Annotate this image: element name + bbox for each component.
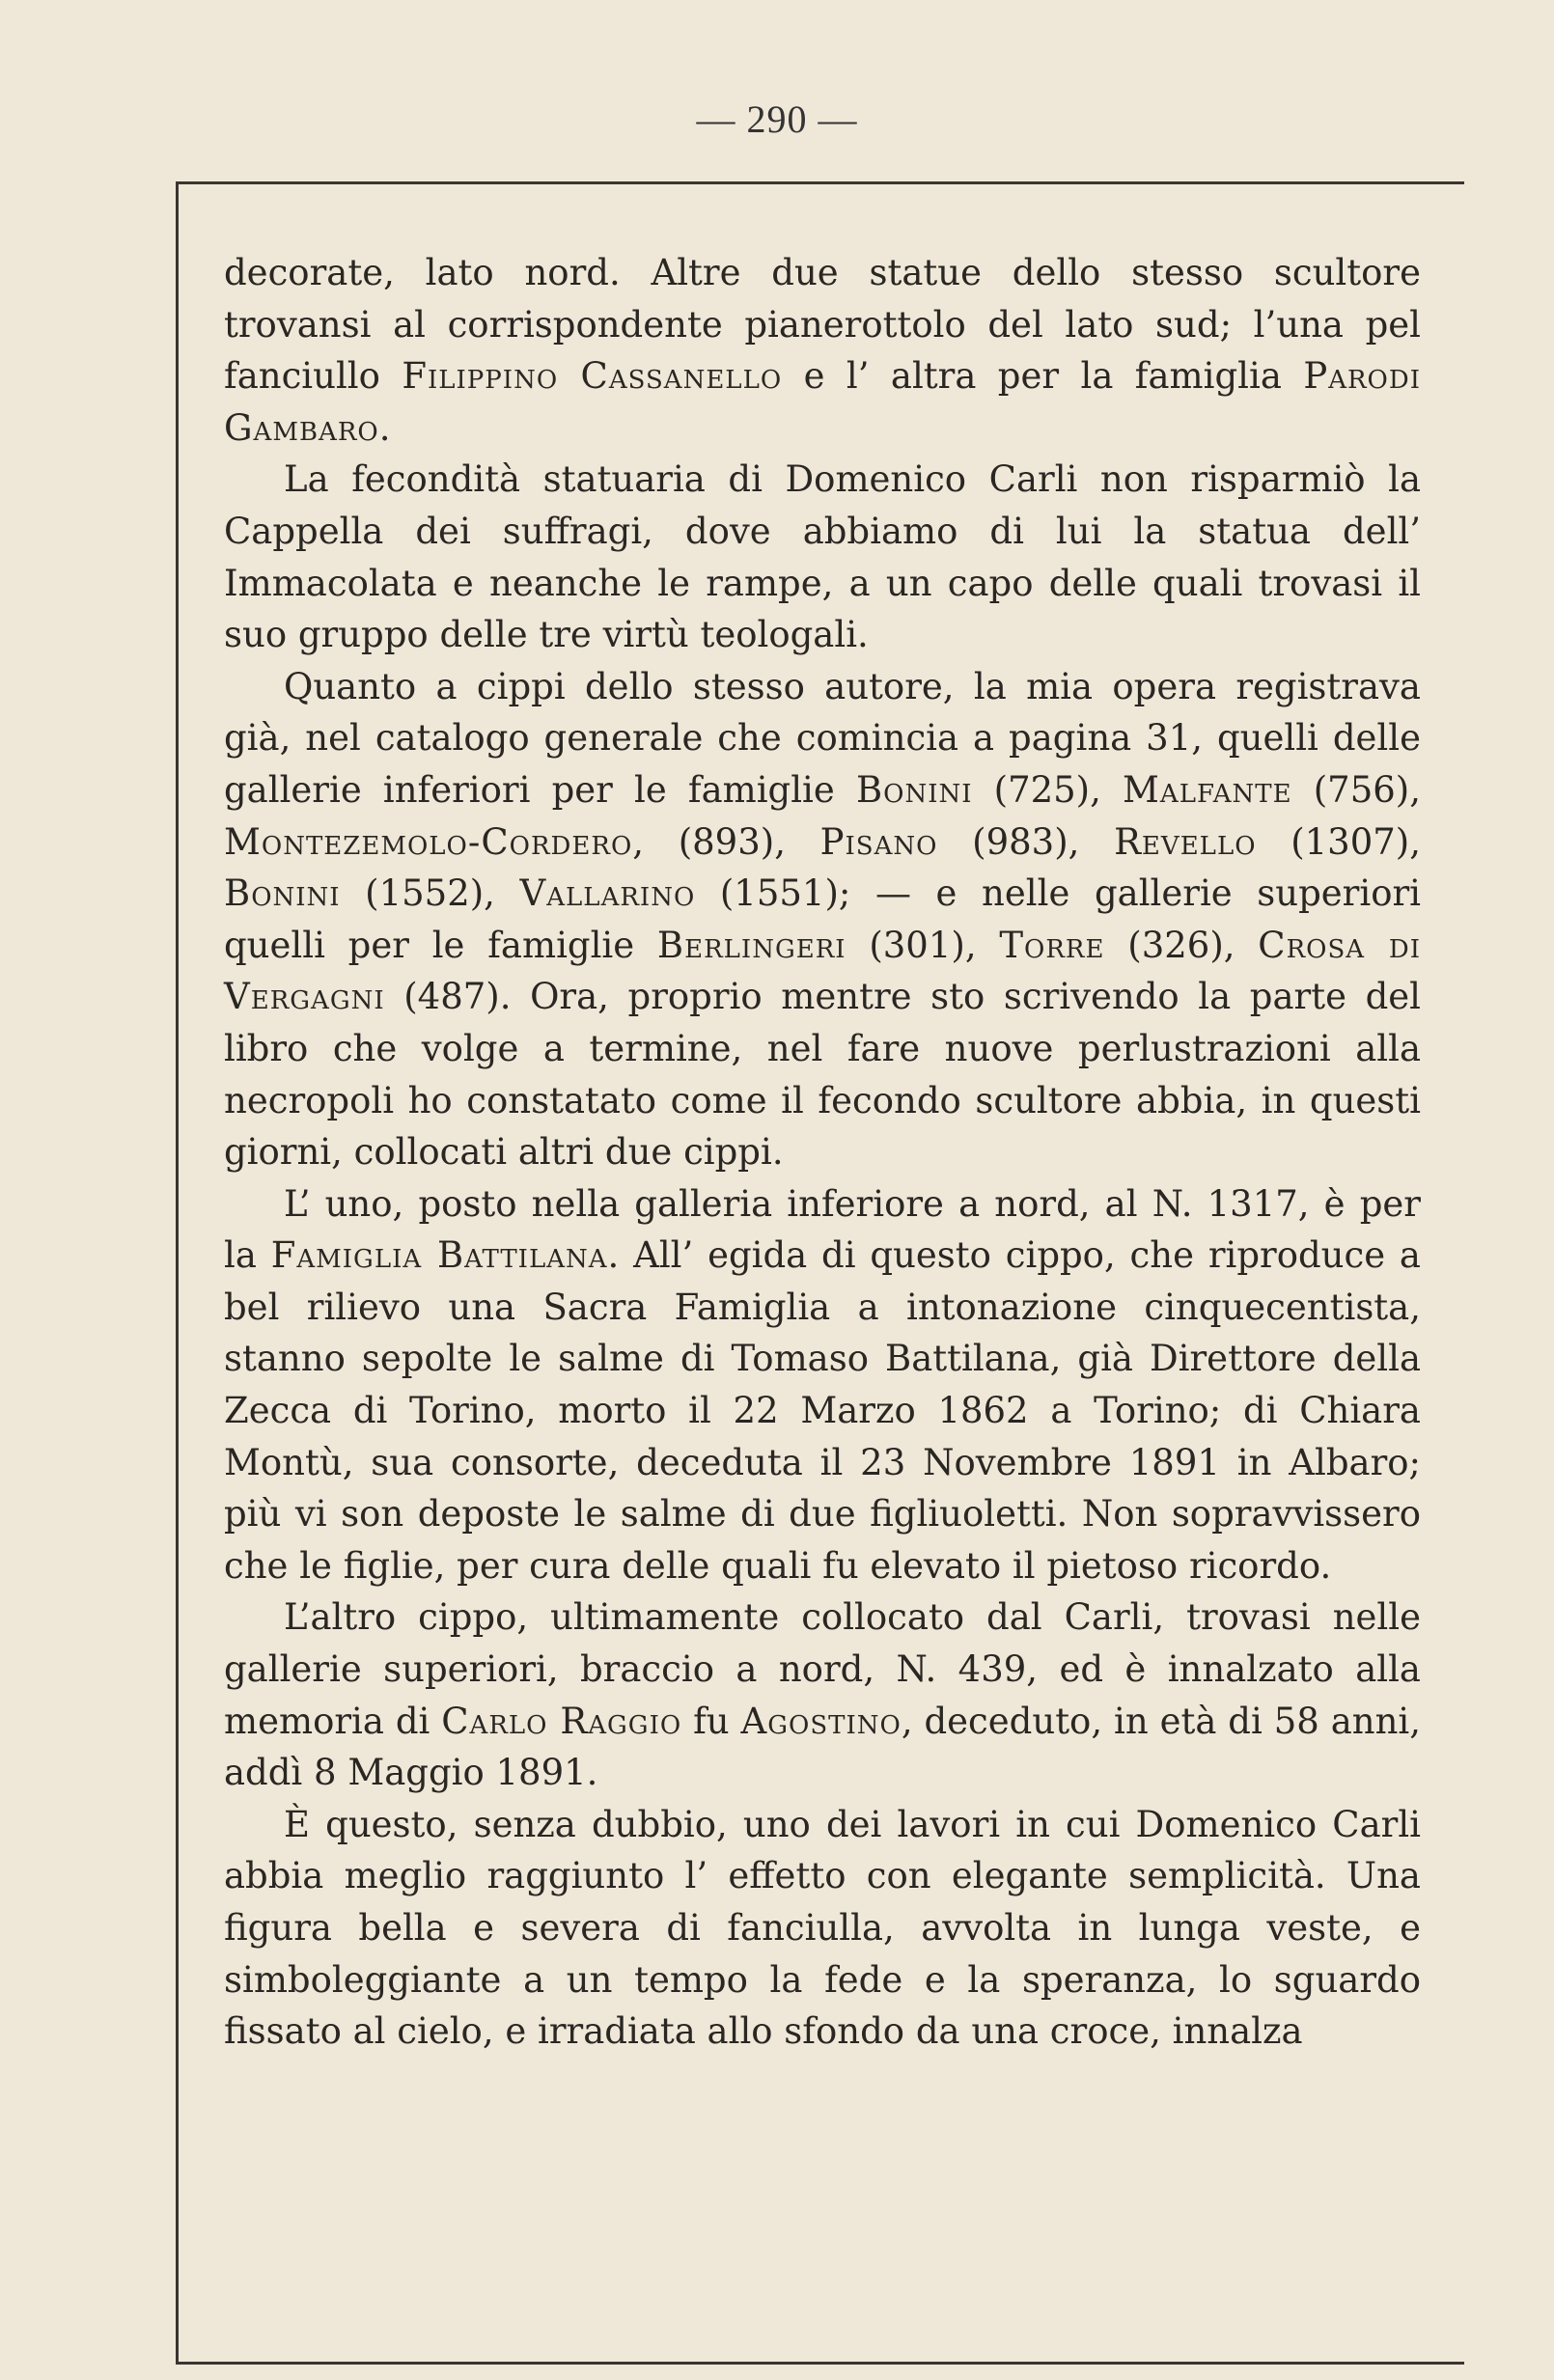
text-run: e l’ altra per la famiglia [782, 355, 1304, 398]
proper-name: Filippino Cassanello [402, 355, 783, 398]
paragraph-3 [224, 661, 1421, 1178]
proper-name: Berlingeri [656, 924, 846, 966]
text-run: (1551); — e nelle gallerie superiori quelli per le famiglie [224, 872, 1421, 966]
text-run: decorate, lato nord. Altre due statue dello stesso scultore trovansi al corrispondente pianerottolo del lato sud; l’una pel fanciullo [224, 252, 1421, 398]
paragraph-5 [224, 1591, 1421, 1798]
proper-name: Crosa di Vergagni [224, 924, 1421, 1018]
text-run: , deceduto, in età di 58 anni, addì 8 Maggio 1891. [224, 1700, 1422, 1794]
paragraph-4 [224, 1178, 1421, 1592]
paragraph-2 [224, 454, 1421, 660]
proper-name: Vallarino [519, 872, 696, 915]
proper-name: Montezemolo-Cordero [224, 820, 633, 863]
text-run: La fecondità statuaria di Domenico Carli non risparmiò la Cappella dei suffragi, dove abbiamo di lui la statua dell’ Immacolata e neanche le rampe, a un capo delle quali trovasi il suo gruppo delle tre virtù teologali. [224, 458, 1421, 656]
text-run: (756), [1291, 768, 1421, 811]
text-run: . All’ egida di questo cippo, che riproduce a bel rilievo una Sacra Famiglia a intonazione cinquecentista, stanno sepolte le salme di Tomaso Battilana, già Direttore della Zecca di Torino, morto il 22 Marzo 1862 a Torino; di Chiara Montù, sua consorte, deceduta il 23 Novembre 1891 in Albaro; più vi son deposte le salme di due figliuoletti. Non sopravvissero che le figlie, per cura delle quali fu elevato il pietoso ricordo. [224, 1234, 1421, 1587]
text-run: È questo, senza dubbio, uno dei lavori in cui Domenico Carli abbia meglio raggiunto l’ effetto con elegante semplicità. Una figura bella e severa di fanciulla, avvolta in lunga veste, e simboleggiante a un tempo la fede e la speranza, lo sguardo fissato al cielo, e irradiata allo sfondo da una croce, innalza [224, 1803, 1421, 2053]
text-run: (326), [1104, 924, 1259, 966]
paragraph-1 [224, 247, 1421, 454]
paragraph-6 [224, 1799, 1421, 2058]
proper-name: Pisano [819, 820, 938, 863]
text-run: fu [681, 1700, 741, 1742]
proper-name: Parodi Gambaro [224, 355, 1421, 449]
proper-name: Bonini [224, 872, 341, 915]
proper-name: Torre [999, 924, 1105, 966]
text-run: Quanto a cippi dello stesso autore, la mia opera registrava già, nel catalogo generale che comincia a pagina 31, quelli delle gallerie inferiori per le famiglie [224, 665, 1421, 811]
text-run: . [378, 406, 391, 449]
proper-name: Malfante [1123, 768, 1292, 811]
proper-name: Agostino [740, 1700, 902, 1742]
text-run: (983), [937, 820, 1115, 863]
body-text [224, 247, 1421, 2058]
text-run: (487). Ora, proprio mentre sto scrivendo la parte del libro che volge a termine, nel fare nuove perlustrazioni alla necropoli ho constatato come il fecondo scultore abbia, in questi giorni, collocati altri due cippi. [224, 976, 1421, 1174]
text-run: (301), [846, 924, 1000, 966]
proper-name: Famiglia Battilana [270, 1234, 608, 1277]
text-run: (1552), [340, 872, 520, 915]
proper-name: Revello [1114, 820, 1257, 863]
text-run: (725), [972, 768, 1124, 811]
text-run: (1307), [1256, 820, 1421, 863]
proper-name: Carlo Raggio [441, 1700, 682, 1742]
text-run: L’ uno, posto nella galleria inferiore a nord, al N. 1317, è per la [224, 1182, 1421, 1277]
proper-name: Bonini [855, 768, 973, 811]
page-number: — 290 — [696, 97, 858, 141]
text-run: L’altro cippo, ultimamente collocato dal Carli, trovasi nelle gallerie superiori, braccio a nord, N. 439, ed è innalzato alla memoria di [224, 1596, 1421, 1742]
text-run: , (893), [632, 820, 820, 863]
